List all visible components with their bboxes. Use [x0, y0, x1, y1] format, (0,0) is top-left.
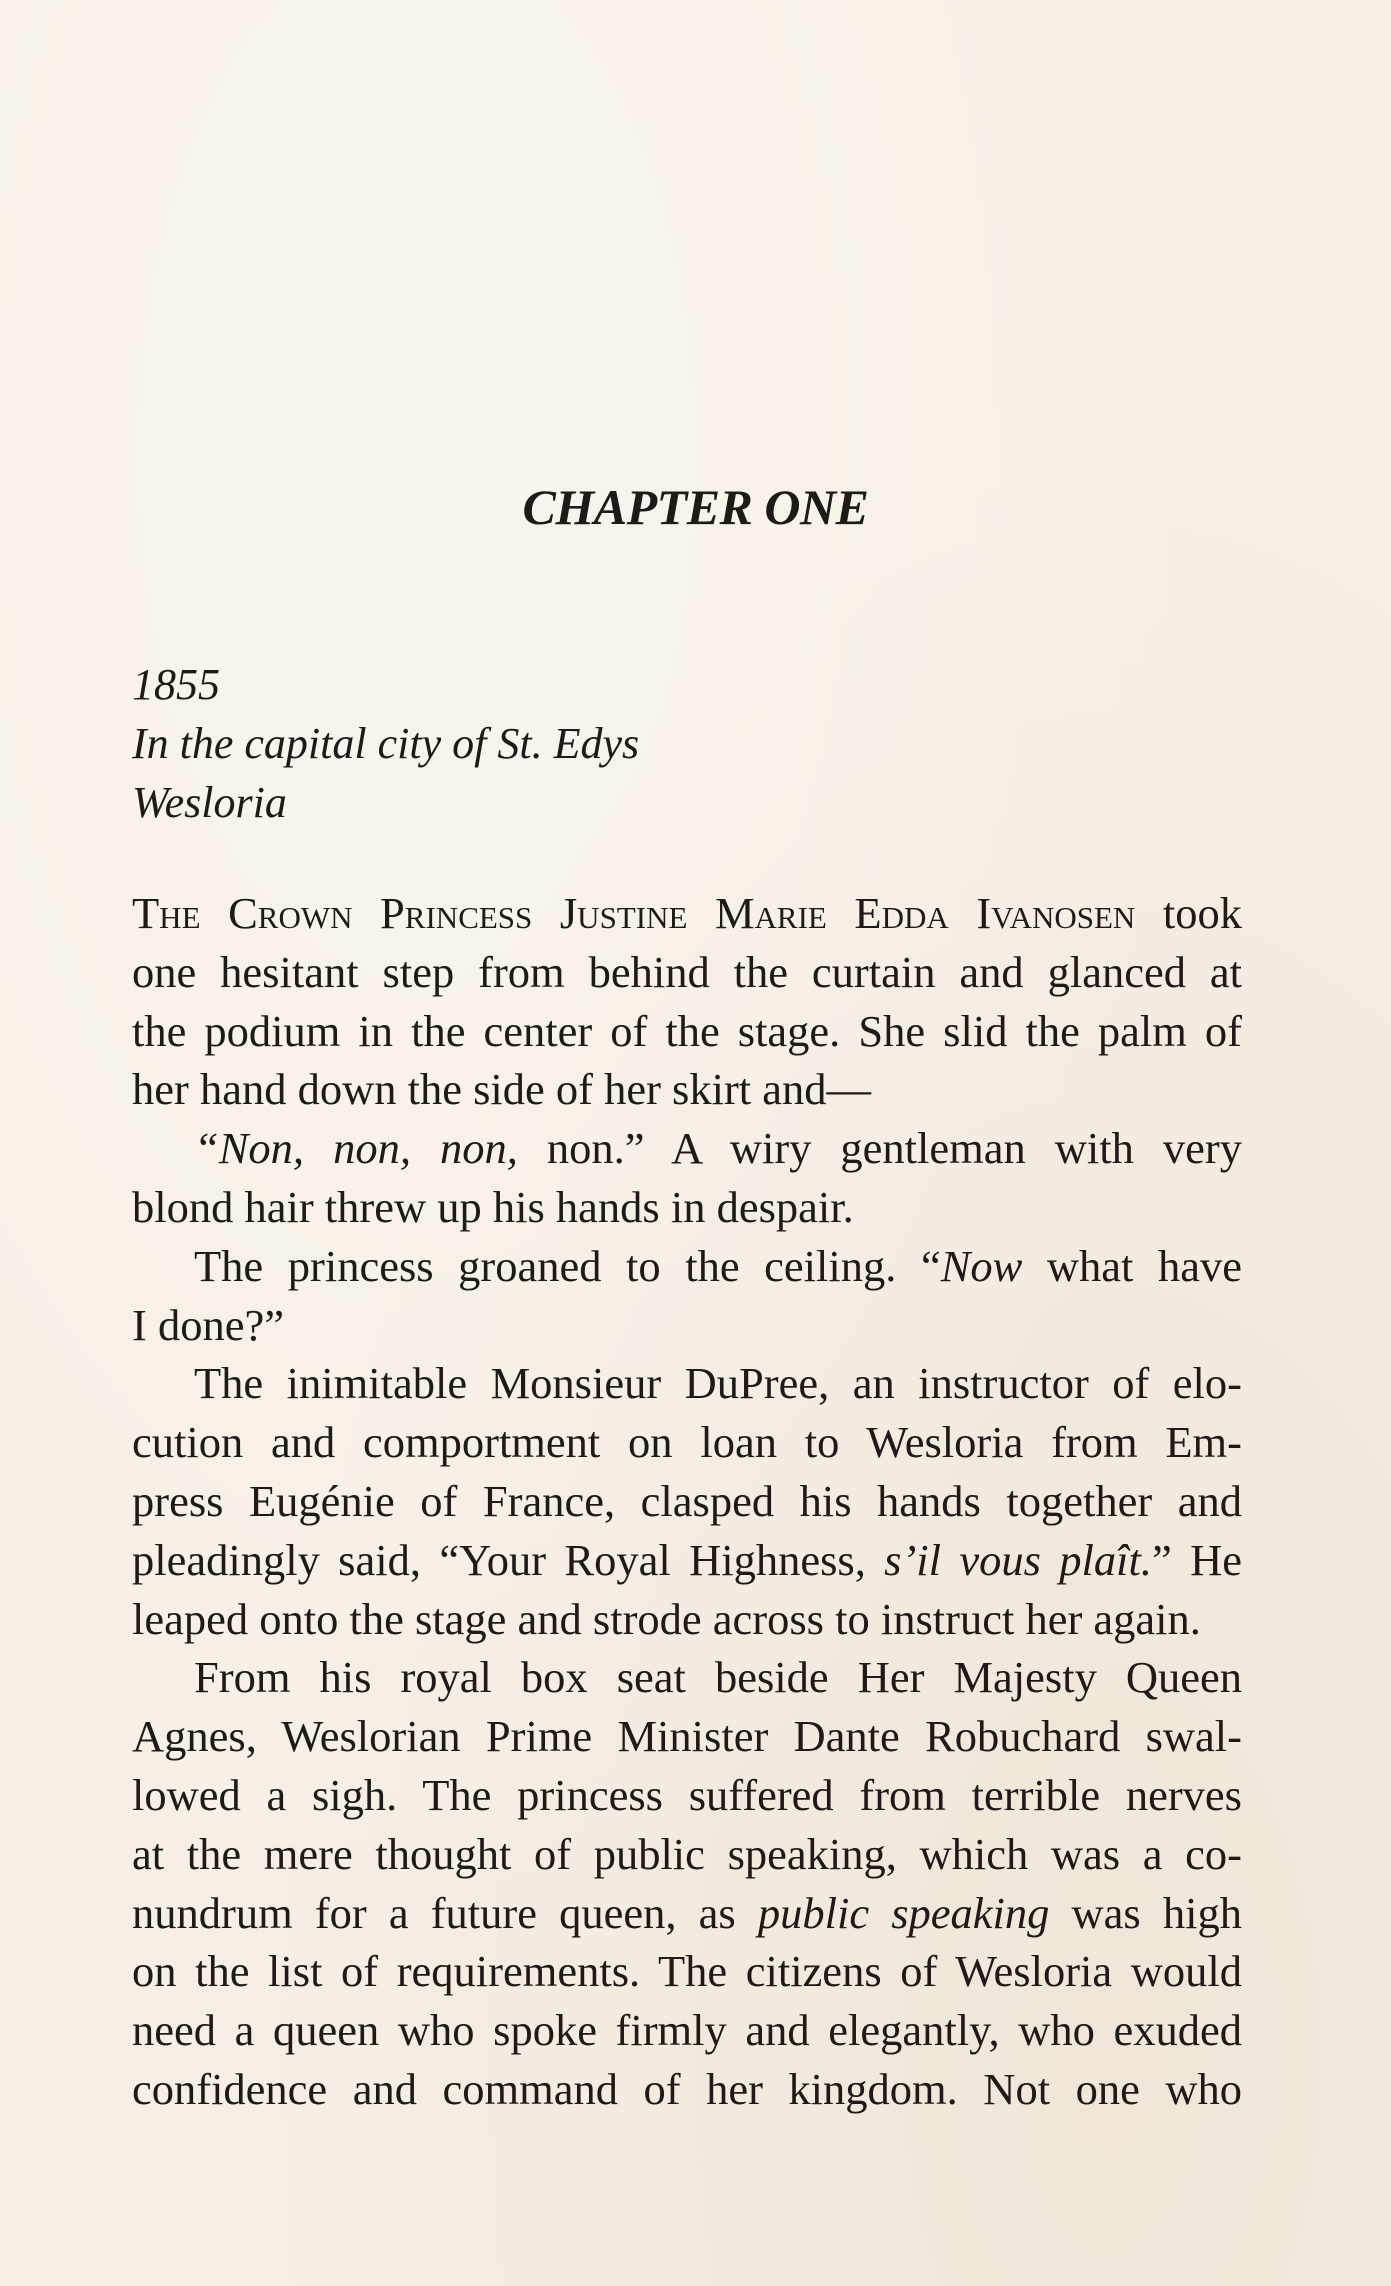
text-line: at the mere thought of public speaking, which was a co-	[132, 1828, 1242, 1879]
text-line: her hand down the side of her skirt and—	[132, 1064, 872, 1115]
text-line: lowed a sigh. The princess suffered from terrible nerves	[132, 1769, 1242, 1820]
show-through-text	[130, 200, 1240, 259]
dateline-place: In the capital city of St. Edys	[132, 719, 640, 768]
text-line: the podium in the center of the stage. She slid the palm of	[132, 1005, 1242, 1056]
text-line	[132, 1531, 1242, 1590]
text-line: press Eugénie of France, clasped his hands together and	[132, 1475, 1242, 1526]
text-span: was high	[1049, 1887, 1242, 1938]
text-span: non.” A wiry gentleman with very	[517, 1123, 1242, 1174]
text-line	[132, 1237, 1242, 1296]
text-line: one hesitant step from behind the curtain and glanced at	[132, 946, 1242, 997]
dateline-country: Wesloria	[132, 778, 287, 827]
text-line: need a queen who spoke firmly and elegantly, who exuded	[132, 2005, 1242, 2056]
chapter-title: CHAPTER ONE	[522, 479, 869, 535]
text-span: The princess groaned to the ceiling. “	[194, 1240, 941, 1291]
text-span: pleadingly said, “Your Royal Highness,	[132, 1534, 885, 1585]
text-span: ” He	[1152, 1534, 1242, 1585]
text-line: I done?”	[132, 1299, 284, 1350]
text-span: what have	[1022, 1240, 1242, 1291]
opening-small-caps: The Crown Princess Justine Marie Edda Ivanosen	[132, 888, 1136, 938]
chapter-body	[132, 884, 1242, 2119]
italic-span: “Non, non, non,	[194, 1123, 518, 1174]
text-line	[132, 1119, 1242, 1178]
text-line	[132, 884, 1242, 943]
italic-span: public speaking	[757, 1887, 1050, 1938]
text-line: From his royal box seat beside Her Majesty Queen	[194, 1652, 1242, 1703]
italic-span: s’il vous plaît.	[884, 1534, 1153, 1585]
italic-span: Now	[940, 1240, 1023, 1291]
text-line: on the list of requirements. The citizens of Wesloria would	[132, 1946, 1242, 1997]
text-line: blond hair threw up his hands in despair.	[132, 1181, 854, 1232]
text-line: confidence and command of her kingdom. Not one who	[132, 2063, 1242, 2114]
text-line: leaped onto the stage and strode across to instruct her again.	[132, 1593, 1201, 1644]
text-line: Agnes, Weslorian Prime Minister Dante Robuchard swal-	[132, 1711, 1242, 1762]
dateline-year: 1855	[132, 660, 220, 709]
dateline	[132, 655, 639, 832]
text-line	[132, 1884, 1242, 1943]
text-line: cution and comportment on loan to Wesloria from Em-	[132, 1417, 1242, 1468]
text-line: The inimitable Monsieur DuPree, an instructor of elo-	[194, 1358, 1242, 1409]
text-span: nundrum for a future queen, as	[132, 1887, 758, 1938]
text-span: took	[1135, 888, 1242, 938]
